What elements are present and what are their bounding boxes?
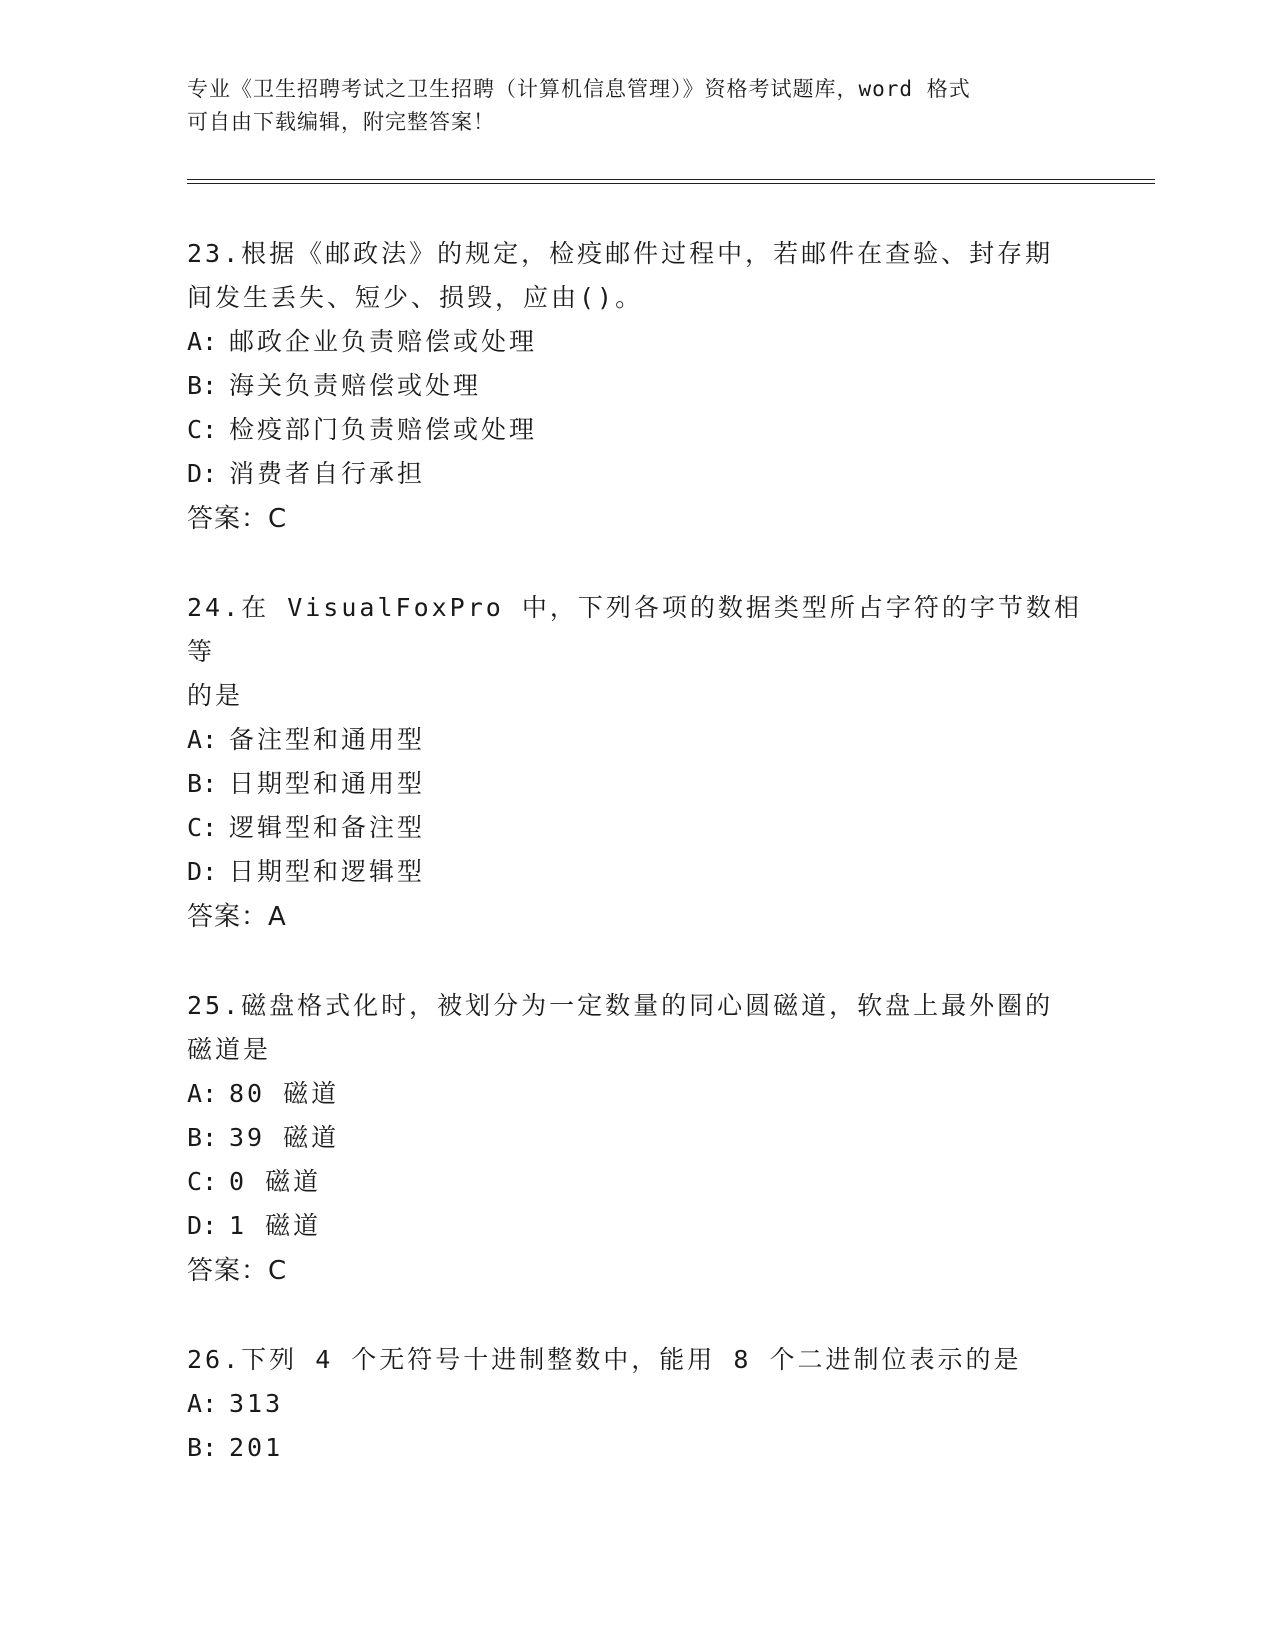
option-key: B: xyxy=(187,769,218,798)
option-b xyxy=(187,762,1087,806)
option-a xyxy=(187,1382,1087,1426)
option-b xyxy=(187,1426,1087,1470)
option-a xyxy=(187,718,1087,762)
answer: 答案：C xyxy=(187,1256,288,1286)
question-stem-line: 的是 xyxy=(187,681,244,710)
option-key: B: xyxy=(187,371,218,400)
option-key: A: xyxy=(187,327,218,356)
option-text: 1 磁道 xyxy=(229,1211,322,1240)
option-text: 检疫部门负责赔偿或处理 xyxy=(229,415,538,444)
header-line-2: 可自由下载编辑，附完整答案！ xyxy=(187,110,495,134)
option-key: B: xyxy=(187,1433,218,1462)
option-text: 消费者自行承担 xyxy=(229,459,426,488)
question-stem-line: 26.下列 4 个无符号十进制整数中，能用 8 个二进制位表示的是 xyxy=(187,1345,1022,1374)
answer: 答案：A xyxy=(187,902,287,932)
question-24 xyxy=(187,586,1087,940)
option-a xyxy=(187,320,1087,364)
option-c xyxy=(187,1160,1087,1204)
question-stem-line: 25.磁盘格式化时，被划分为一定数量的同心圆磁道，软盘上最外圈的 xyxy=(187,991,1054,1020)
option-text: 313 xyxy=(229,1389,284,1418)
question-23 xyxy=(187,232,1087,542)
option-text: 39 磁道 xyxy=(229,1123,340,1152)
option-text: 日期型和通用型 xyxy=(229,769,426,798)
option-c xyxy=(187,408,1087,452)
option-b xyxy=(187,1116,1087,1160)
question-list xyxy=(187,232,1087,1514)
question-stem xyxy=(187,232,1087,320)
answer: 答案：C xyxy=(187,504,288,534)
option-d xyxy=(187,850,1087,894)
option-b xyxy=(187,364,1087,408)
option-key: A: xyxy=(187,1079,218,1108)
option-key: A: xyxy=(187,725,218,754)
header-divider-top xyxy=(187,179,1155,180)
question-26 xyxy=(187,1338,1087,1470)
question-stem-line: 23.根据《邮政法》的规定，检疫邮件过程中，若邮件在查验、封存期 xyxy=(187,239,1054,268)
option-a xyxy=(187,1072,1087,1116)
option-text: 日期型和逻辑型 xyxy=(229,857,426,886)
option-key: C: xyxy=(187,415,218,444)
option-text: 邮政企业负责赔偿或处理 xyxy=(229,327,538,356)
option-d xyxy=(187,1204,1087,1248)
option-text: 海关负责赔偿或处理 xyxy=(229,371,482,400)
option-text: 80 磁道 xyxy=(229,1079,340,1108)
option-key: A: xyxy=(187,1389,218,1418)
option-c xyxy=(187,806,1087,850)
option-d xyxy=(187,452,1087,496)
header-line-1: 专业《卫生招聘考试之卫生招聘（计算机信息管理）》资格考试题库，word 格式 xyxy=(187,77,971,101)
question-stem xyxy=(187,586,1087,718)
header-divider-bottom xyxy=(187,183,1155,184)
question-stem-line: 磁道是 xyxy=(187,1035,272,1064)
option-text: 0 磁道 xyxy=(229,1167,322,1196)
option-text: 备注型和通用型 xyxy=(229,725,426,754)
option-key: D: xyxy=(187,459,218,488)
option-key: D: xyxy=(187,857,218,886)
option-key: D: xyxy=(187,1211,218,1240)
question-stem-line: 24.在 VisualFoxPro 中，下列各项的数据类型所占字符的字节数相等 xyxy=(187,593,1082,666)
document-header xyxy=(187,73,1067,139)
option-text: 逻辑型和备注型 xyxy=(229,813,426,842)
question-25 xyxy=(187,984,1087,1294)
option-key: C: xyxy=(187,1167,218,1196)
option-text: 201 xyxy=(229,1433,284,1462)
option-key: C: xyxy=(187,813,218,842)
question-stem-line: 间发生丢失、短少、损毁，应由()。 xyxy=(187,283,644,312)
option-key: B: xyxy=(187,1123,218,1152)
question-stem xyxy=(187,1338,1087,1382)
question-stem xyxy=(187,984,1087,1072)
